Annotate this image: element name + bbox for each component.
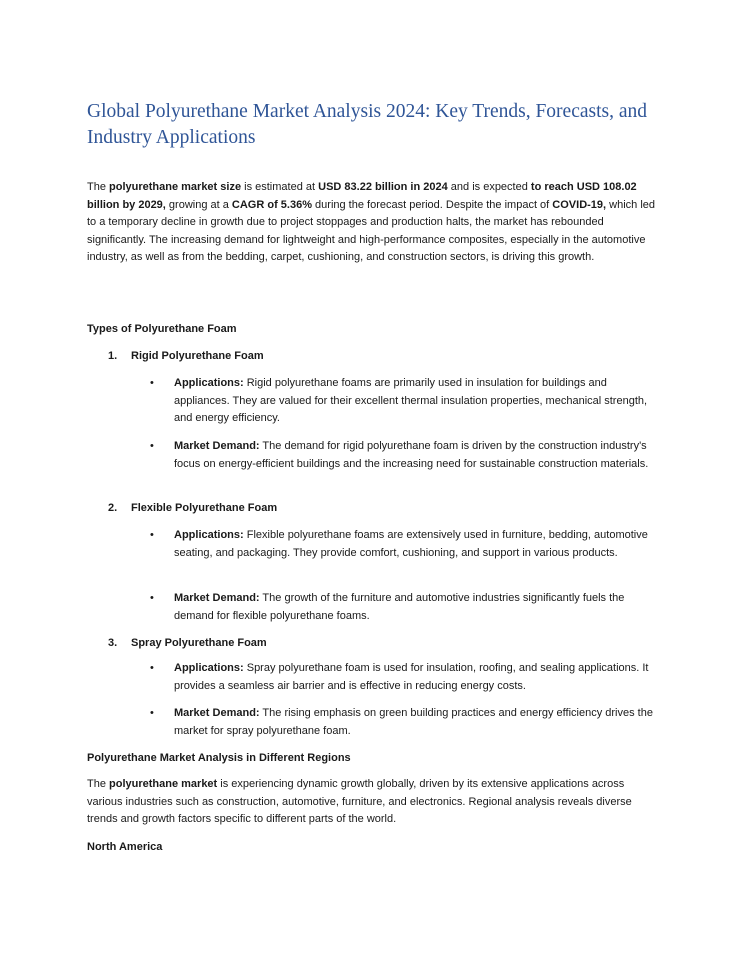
bullet-text: The demand for rigid polyurethane foam is driven by the construction industry's focus on energy-efficient buildings and the increasing need for sustainable construction materials. xyxy=(174,440,649,470)
bullet-label: Market Demand: xyxy=(174,592,260,604)
bullet-label: Applications: xyxy=(174,377,244,389)
bullet-label: Applications: xyxy=(174,662,244,674)
bullet-text: The growth of the furniture and automotive industries significantly fuels the demand for flexible polyurethane foams. xyxy=(174,592,625,622)
page-title: Global Polyurethane Market Analysis 2024: Key Trends, Forecasts, and Industry Applications xyxy=(87,101,648,148)
intro-text-6: which led to a temporary decline in growth due to project stoppages and production halts, the market has rebounded significantly. The increasing demand for lightweight and high-performance composites, especially in the automotive industry, as well as from the bedding, carpet, cushioning, and construction sectors, is driving this growth. xyxy=(87,198,656,263)
foam-type-name: Flexible Polyurethane Foam xyxy=(131,502,278,514)
foam-type-flexible xyxy=(108,500,277,517)
bullet-label: Market Demand: xyxy=(174,707,260,719)
intro-bold-market-size: polyurethane market size xyxy=(109,181,242,193)
regions-bold-market: polyurethane market xyxy=(109,778,218,790)
intro-text-3: and is expected xyxy=(447,181,531,193)
list-number: 2. xyxy=(108,502,118,514)
list-item xyxy=(150,375,655,428)
foam-type-name: Rigid Polyurethane Foam xyxy=(131,350,264,362)
types-heading: Types of Polyurethane Foam xyxy=(87,323,237,335)
foam-type-spray xyxy=(108,635,267,652)
bullet-icon: • xyxy=(150,592,154,604)
list-number: 3. xyxy=(108,637,118,649)
intro-bold-value-2029: to reach USD 108.02 billion by 2029, xyxy=(87,181,637,211)
bullet-text: Flexible polyurethane foams are extensively used in furniture, bedding, automotive seating, and packaging. They provide comfort, cushioning, and support in various products. xyxy=(174,529,648,559)
intro-text-2: is estimated at xyxy=(241,181,319,193)
bullet-label: Applications: xyxy=(174,529,244,541)
bullet-text: The rising emphasis on green building practices and energy efficiency drives the market for spray polyurethane foam. xyxy=(174,707,653,737)
bullet-icon: • xyxy=(150,440,154,452)
bullet-icon: • xyxy=(150,707,154,719)
bullet-text: Rigid polyurethane foams are primarily used in insulation for buildings and appliances. They are valued for their excellent thermal insulation properties, mechanical strength, and energy efficiency. xyxy=(174,377,648,424)
foam-type-name: Spray Polyurethane Foam xyxy=(131,637,267,649)
intro-bold-covid: COVID-19, xyxy=(552,198,607,211)
bullet-icon: • xyxy=(150,662,154,674)
intro-bold-cagr: CAGR of 5.36% xyxy=(231,198,312,211)
intro-bold-value-2024: USD 83.22 billion in 2024 xyxy=(318,181,448,193)
regions-text-2: is experiencing dynamic growth globally, driven by its extensive applications across various industries such as construction, automotive, furniture, and electronics. Regional analysis reveals diverse trends and growth factors specific to different parts of the world. xyxy=(87,778,632,825)
bullet-label: Market Demand: xyxy=(174,440,260,452)
list-item xyxy=(150,527,655,562)
regions-heading: Polyurethane Market Analysis in Different Regions xyxy=(87,752,351,764)
bullet-text: Spray polyurethane foam is used for insulation, roofing, and sealing applications. It provides a seamless air barrier and is effective in reducing energy costs. xyxy=(174,662,649,692)
bullet-icon: • xyxy=(150,529,154,541)
north-america-heading: North America xyxy=(87,841,163,853)
list-item xyxy=(150,590,655,625)
list-item xyxy=(150,660,655,695)
foam-type-rigid xyxy=(108,348,264,365)
intro-text-1: The xyxy=(87,181,110,193)
regions-text-1: The xyxy=(87,778,110,790)
list-item xyxy=(150,438,655,473)
bullet-icon: • xyxy=(150,377,154,389)
intro-text-4: growing at a xyxy=(165,198,232,211)
list-number: 1. xyxy=(108,350,118,362)
intro-text-5: during the forecast period. Despite the impact of xyxy=(311,198,553,211)
regions-paragraph xyxy=(87,776,655,829)
list-item xyxy=(150,705,655,740)
intro-paragraph xyxy=(87,179,655,267)
